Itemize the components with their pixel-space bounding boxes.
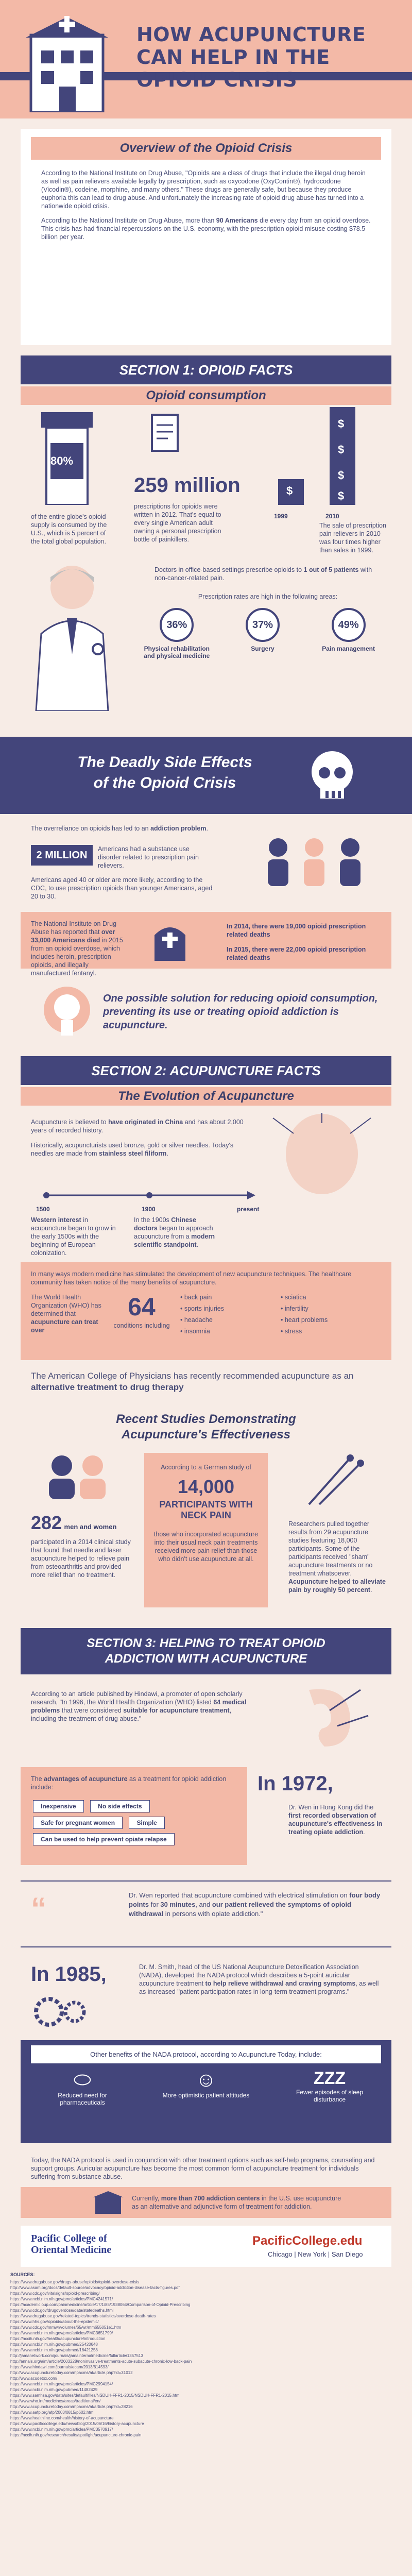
doctors-a: Doctors in office-based settings prescribe opioids to <box>154 566 304 573</box>
condition-item: • sports injuries <box>180 1305 224 1312</box>
section3-title-1: SECTION 3: HELPING TO TREAT OPIOID <box>87 1636 325 1650</box>
source-link[interactable]: https://www.drugabuse.gov/drugs-abuse/opioids/opioid-overdose-crisis <box>10 2280 140 2284</box>
condition-item: • headache <box>180 1316 213 1324</box>
source-link[interactable]: https://nccih.nih.gov/research/results/spotlight/acupuncture-chronic-pain <box>10 2433 142 2437</box>
skull-icon <box>304 747 360 804</box>
overuse-a: The overreliance on opioids has led to an <box>31 825 151 832</box>
s3-p1-e: , including the treatment of drug abuse." <box>31 1707 232 1722</box>
pill-simple: Simple <box>129 1817 164 1829</box>
today-text: Today, the NADA protocol is used in conjunction with other treatment options such as self-help programs, counseling and support groups. Auricular acupuncture has become the most common form of acupuncture treatment for individuals suffering from substance abuse. <box>31 2157 375 2180</box>
sales-bars <box>268 407 376 510</box>
source-link[interactable]: https://www.ncbi.nlm.nih.gov/pmc/articles/PMC3570917/ <box>10 2427 113 2432</box>
source-link[interactable]: https://www.ncbi.nlm.nih.gov/pubmed/11482429 <box>10 2387 98 2392</box>
svg-text:$: $ <box>338 417 345 430</box>
rate-label: Physical rehabilitation and physical medicine <box>144 645 210 659</box>
logo-line-2: Oriental Medicine <box>31 2244 112 2256</box>
benefits-title: Other benefits of the NADA protocol, according to Acupuncture Today, include: <box>31 2045 381 2063</box>
final-c: in the U.S. use acupuncture as an alternative and adjunctive form of treatment for addiction. <box>132 2195 341 2210</box>
overview-p2 <box>21 210 391 241</box>
section2-subtitle-bar <box>21 1087 391 1106</box>
year-1999: 1999 <box>274 513 288 520</box>
footer-logo-bar <box>21 2226 391 2267</box>
study2-number: 14,000 <box>177 1476 235 1497</box>
benefit-item <box>36 2069 129 2106</box>
section1-title-bar <box>21 355 391 384</box>
adv-c: as a treatment for opioid addiction include: <box>31 1775 227 1791</box>
condition-item: • infertility <box>281 1305 308 1312</box>
chinese-d: modern scientific standpoint <box>134 1233 215 1248</box>
stat-80: 80% <box>50 454 74 467</box>
study1-number: 282 <box>31 1512 62 1533</box>
source-link[interactable]: https://www.ncbi.nlm.nih.gov/pmc/articles/PMC2994154/ <box>10 2382 113 2386</box>
final-a: Currently, <box>132 2195 161 2202</box>
overview-p1: According to the National Institute on Drug Abuse, "Opioids are a class of drugs that include the illegal drug heroin as well as pain relievers available legally by prescription, such as oxycodone (OxyContin®), hydrocodone (Vicodin®), codeine, morphine, and many others." These drugs are generally safe, but because they produce euphoria this can lead to drug abuse. And unfortunately the increasing rate of opioid drug abuse has turned into a nationwide opioid crisis. <box>41 170 366 210</box>
people-icon <box>247 835 381 886</box>
smith-c: , as well as increased "patient participation rates in long-term treatment programs." <box>139 1980 379 1995</box>
condition-text: sciatica <box>284 1294 306 1301</box>
who-b: acupuncture can treat over <box>31 1318 98 1334</box>
solution-e: . <box>165 1020 168 1031</box>
stat-2-million-text: Americans had a substance use disorder related to prescription pain relievers. <box>98 845 199 869</box>
section3-title <box>21 1628 391 1674</box>
doctors-text <box>154 566 381 582</box>
benefits-panel <box>21 2040 391 2143</box>
s2-p2-c: . <box>166 1150 168 1157</box>
who-text <box>31 1293 108 1334</box>
source-link[interactable]: http://jamanetwork.com/journals/jamainternalmedicine/fullarticle/1357513 <box>10 2353 143 2358</box>
people-pair-icon <box>31 1453 124 1499</box>
rate-label: Pain management <box>322 645 375 652</box>
smith-text <box>139 1963 381 1996</box>
smile-icon: ☺ <box>195 2069 217 2091</box>
pill-inexpensive: Inexpensive <box>33 1800 84 1812</box>
solution-bulb <box>31 981 103 1048</box>
side-effects-title-1: The Deadly Side Effects <box>77 754 252 771</box>
s2-p1 <box>31 1118 247 1134</box>
title-line-2: CAN HELP IN THE <box>136 46 330 69</box>
age-text: Americans aged 40 or older are more likely, according to the CDC, to use prescription opioids than younger Americans, aged 20 to 30. <box>31 876 213 900</box>
pill-safe-pregnant: Safe for pregnant women <box>33 1817 123 1829</box>
face-acupuncture-illustration <box>263 1113 381 1195</box>
quote-a: Dr. Wen reported that acupuncture combined with electrical stimulation on <box>129 1891 350 1899</box>
sources-title: SOURCES: <box>10 2272 35 2277</box>
title-line-1: HOW ACUPUNCTURE <box>136 23 366 46</box>
hospital-icon <box>21 14 113 112</box>
benefit-item <box>160 2069 252 2106</box>
deaths-2014-year: In 2014 <box>227 923 249 930</box>
stat-80-text: of the entire globe's opioid supply is consumed by the U.S., which is 5 percent of the total global population. <box>31 513 107 545</box>
condition-item: • heart problems <box>281 1316 328 1324</box>
section1-subtitle-bar <box>21 386 391 405</box>
acp-b: alternative treatment to drug therapy <box>31 1382 184 1392</box>
timeline-1900: 1900 <box>142 1206 156 1213</box>
section2-title-bar <box>21 1056 391 1085</box>
svg-text:$: $ <box>286 484 293 497</box>
source-link[interactable]: https://www.ncbi.nlm.nih.gov/pmc/articles/PMC3651799/ <box>10 2331 113 2335</box>
source-link[interactable]: https://www.ncbi.nlm.nih.gov/pmc/articles/PMC4241571/ <box>10 2297 113 2301</box>
acp-a: The American College of Physicians has recently recommended acupuncture as an <box>31 1371 354 1381</box>
s2-p1-a: Acupuncture is believed to <box>31 1118 109 1126</box>
advantages-intro <box>31 1775 237 1791</box>
source-link[interactable]: http://www.who.int/medicines/areas/traditional/en/ <box>10 2399 101 2403</box>
overview-panel <box>21 129 391 345</box>
study2-label: PARTICIPANTS WITH NECK PAIN <box>159 1499 253 1520</box>
condition-item: • stress <box>281 1328 302 1335</box>
sources <box>10 2272 402 2576</box>
adv-b: advantages of acupuncture <box>44 1775 128 1783</box>
page-title <box>136 23 366 91</box>
overuse-c: . <box>206 825 208 832</box>
solution-b: reducing opioid consumption, preventing its use or treating opioid addiction <box>103 993 378 1018</box>
college-logo <box>31 2233 111 2256</box>
rates-row <box>134 608 391 659</box>
stat-259-text: prescriptions for opioids were written in 2012. That's equal to every single American adult owning a personal prescription bottle of painkillers. <box>134 503 221 543</box>
ear-icon <box>278 1685 371 1752</box>
west-a: Western interest <box>31 1216 81 1224</box>
timeline-1500: 1500 <box>36 1206 50 1213</box>
deaths-2015-text: , there were 22,000 opioid prescription related deaths <box>227 946 366 961</box>
west-text <box>31 1216 118 1257</box>
benefits-row <box>21 2069 391 2106</box>
stat-2-million: 2 MILLION <box>31 845 93 866</box>
quote-d: 30 minutes <box>160 1901 196 1908</box>
pills-icon: ⬭ <box>73 2069 92 2091</box>
overuse-b: addiction problem <box>150 825 207 832</box>
rate-value: 49% <box>332 608 366 642</box>
study2-intro: According to a German study of <box>161 1464 251 1471</box>
nida-c: in 2015 from an opioid overdose, which includes heroin, prescription opioids, and illegally manufactured fentanyl. <box>31 937 123 977</box>
rate-item <box>138 608 215 659</box>
condition-text: heart problems <box>284 1316 328 1324</box>
source-link[interactable]: http://www.asam.org/docs/default-source/advocacy/opioid-addiction-disease-facts-figures.pdf <box>10 2285 180 2290</box>
smith-a: Dr. M. Smith, head of the US National Acupuncture Detoxification Association (NADA), developed the NADA protocol which describes a 5-point auricular acupuncture treatment <box>139 1963 359 1987</box>
adv-a: The <box>31 1775 44 1783</box>
conditions-list <box>180 1293 376 1335</box>
doctor-illustration <box>21 556 124 711</box>
quote-c: for <box>149 1901 161 1908</box>
lightbulb-icon <box>31 981 103 1048</box>
study1-text: participated in a 2014 clinical study that found that needle and laser acupuncture helped to relieve pain from osteoarthritis and provided more relief than no treatment. <box>31 1538 131 1579</box>
rate-item <box>224 608 301 659</box>
year-1985: In 1985, <box>31 1963 107 1986</box>
benefit-text: Fewer episodes of sleep disturbance <box>296 2089 364 2103</box>
section2-title: SECTION 2: ACUPUNCTURE FACTS <box>21 1056 391 1085</box>
s3-p1-a: According to an article published by Hindawi, a promoter of open scholarly research, "In 1996, the World Health Organization (WHO) listed <box>31 1690 243 1706</box>
study1 <box>31 1512 134 1534</box>
chinese-e: . <box>196 1241 199 1248</box>
count-label: conditions including <box>113 1322 170 1329</box>
s2-p2-a: Historically, acupuncturists used bronze, gold or silver needles. Today's needles are made from <box>31 1142 234 1157</box>
side-effects-banner <box>0 737 412 814</box>
solution-c: is <box>327 1006 339 1018</box>
source-link[interactable]: https://www.cdc.gov/drugoverdose/data/statedeaths.html <box>10 2308 114 2313</box>
quote-text <box>129 1891 381 1919</box>
source-link[interactable]: https://www.cdc.gov/mmwr/volumes/65/wr/mm655051e1.htm <box>10 2325 122 2330</box>
count-value: 64 <box>128 1294 156 1321</box>
study2-text: those who incorporated acupuncture into their usual neck pain treatments received more pain relief than those who didn't use acupuncture at all. <box>153 1531 259 1563</box>
acp-text <box>31 1370 381 1393</box>
section3-title-2: ADDICTION WITH ACUPUNCTURE <box>105 1652 307 1666</box>
condition-text: back pain <box>184 1294 212 1301</box>
header <box>0 0 412 118</box>
condition-item: • back pain <box>180 1294 212 1301</box>
studies-title <box>21 1412 391 1443</box>
smith-b: to help relieve withdrawal and craving symptoms <box>205 1980 356 1987</box>
condition-text: stress <box>284 1328 302 1335</box>
rate-value: 36% <box>160 608 194 642</box>
rates-title: Prescription rates are high in the following areas: <box>198 593 338 600</box>
svg-text:$: $ <box>338 443 345 456</box>
gears-icon <box>31 1994 93 2030</box>
needles-icon <box>299 1453 371 1510</box>
section1-subtitle: Opioid consumption <box>21 386 391 405</box>
year-2010: 2010 <box>325 513 339 520</box>
prescription-icon <box>149 412 180 453</box>
svg-text:$: $ <box>338 489 345 502</box>
source-link[interactable]: https://www.hhs.gov/opioids/about-the-epidemic/ <box>10 2319 99 2324</box>
quote-mark-icon: “ <box>31 1891 46 1926</box>
condition-text: headache <box>184 1316 213 1324</box>
stat-259: 259 million <box>134 474 241 497</box>
benefit-text: Reduced need for pharmaceuticals <box>58 2092 107 2106</box>
source-link[interactable]: http://www.acupuncturetoday.com/mpacms/at/article.php?id=28216 <box>10 2404 133 2409</box>
study3-c: . <box>370 1586 372 1594</box>
source-link[interactable]: https://www.samhsa.gov/data/sites/default/files/NSDUH-FFR1-2015/NSDUH-FFR1-2015.htm <box>10 2393 180 2398</box>
condition-item: • insomnia <box>180 1328 210 1335</box>
solution-text <box>103 992 381 1032</box>
doctors-b: 1 out of 5 patients <box>303 566 359 573</box>
wen-text <box>288 1803 386 1836</box>
chinese-text <box>134 1216 221 1249</box>
who-a: The World Health Organization (WHO) has determined that <box>31 1294 101 1317</box>
wen-b: first recorded observation of acupuncture's effectiveness in treating opiate addiction <box>288 1812 383 1836</box>
benefit-text: More optimistic patient attitudes <box>162 2092 250 2099</box>
overview-p2-c: die every day from an opioid overdose. This crisis has had financial repercussions on the U.S. economy, with the prescription opioid misuse costing $78.5 billion per year. <box>41 217 371 241</box>
west-b: in acupuncture began to grow in the early 1500s with the beginning of European colonization. <box>31 1216 116 1257</box>
condition-text: infertility <box>284 1305 308 1312</box>
title-line-3: OPIOID CRISIS <box>136 69 298 91</box>
s2-p1-b: have originated in China <box>108 1118 183 1126</box>
quote-f: our patient relieved the symptoms of opioid withdrawal <box>129 1901 352 1918</box>
study1-label: men and women <box>64 1523 117 1531</box>
final-b: more than 700 addiction centers <box>161 2195 260 2202</box>
rate-item <box>310 608 387 659</box>
nida-text <box>31 920 129 977</box>
sales-text: The sale of prescription pain relievers in 2010 was four times higher than sales in 1999. <box>319 522 386 554</box>
logo-line-1: Pacific College of <box>31 2233 107 2244</box>
overview-title: Overview of the Opioid Crisis <box>31 137 381 160</box>
s2-p1-c: and has about 2,000 years of recorded history. <box>31 1118 244 1134</box>
condition-text: insomnia <box>184 1328 210 1335</box>
source-list <box>10 2279 402 2438</box>
cities: Chicago | New York | San Diego <box>268 2250 363 2258</box>
solution-d: acupuncture <box>103 1020 165 1031</box>
deaths-2014 <box>227 922 381 939</box>
building-icon <box>93 2191 124 2214</box>
source-link[interactable]: https://www.healthline.com/health/history-of-acupuncture <box>10 2416 114 2420</box>
source-link[interactable]: http://annals.org/aim/article/2603228/noninvasive-treatments-acute-subacute-chronic-low-back-pain <box>10 2359 192 2364</box>
side-effects-title <box>62 752 268 793</box>
s2-p2 <box>31 1141 247 1158</box>
chinese-c: began to approach acupuncture from a <box>134 1225 213 1240</box>
advantages-pills <box>31 1798 237 1848</box>
solution-a: One possible solution for <box>103 993 230 1004</box>
timeline-present: present <box>237 1206 260 1213</box>
studies-title-1: Recent Studies Demonstrating <box>116 1412 296 1426</box>
source-link[interactable]: https://nccih.nih.gov/health/acupuncture/introduction <box>10 2336 106 2341</box>
benefit-item <box>283 2069 376 2106</box>
site-link[interactable]: PacificCollege.edu <box>252 2234 363 2248</box>
s3-p1-d: suitable for acupuncture treatment <box>123 1707 230 1714</box>
source-link[interactable]: https://www.aafp.org/afp/2003/0815/p602.html <box>10 2410 95 2415</box>
source-link[interactable]: https://www.hindawi.com/journals/ecam/2013/614593/ <box>10 2365 109 2369</box>
s3-p1 <box>31 1690 247 1723</box>
source-link[interactable]: https://academic.oup.com/painmedicine/article/17/1/85/1938064/Comparison-of-Opioid-Prescribing <box>10 2302 191 2307</box>
source-link[interactable]: https://www.ncbi.nlm.nih.gov/pubmed/16421258 <box>10 2348 98 2352</box>
wen-a: Dr. Wen in Hong Kong did the <box>288 1804 374 1811</box>
quote-e: , and <box>195 1901 212 1908</box>
nida-b: over 33,000 Americans died <box>31 928 115 944</box>
deaths-2014-text: , there were 19,000 opioid prescription related deaths <box>227 923 366 938</box>
source-link[interactable]: https://www.ncbi.nlm.nih.gov/pubmed/25420648 <box>10 2342 98 2347</box>
overuse-text <box>31 824 381 833</box>
nida-a: The National Institute on Drug Abuse has reported that <box>31 920 117 936</box>
wen-c: . <box>363 1828 365 1836</box>
s3-p1-b: 64 medical problems <box>31 1699 247 1714</box>
rate-label: Surgery <box>251 645 274 652</box>
doctors-c: with non-cancer-related pain. <box>154 566 372 582</box>
study3-a: Researchers pulled together results from 29 acupuncture studies featuring 18,000 participants. Some of the participants received "sham" acupuncture treatments or no treatment whatsoever. <box>288 1520 373 1577</box>
modern-text: In many ways modern medicine has stimulated the development of new acupuncture techniques. The healthcare community has taken notice of the many benefits of acupuncture. <box>31 1270 352 1286</box>
source-link[interactable]: https://www.pacificcollege.edu/news/blog/2015/06/16/history-acupuncture <box>10 2421 144 2426</box>
final-panel <box>21 2187 391 2218</box>
pill-prevent-relapse: Can be used to help prevent opiate relapse <box>33 1833 175 1845</box>
section1-title: SECTION 1: OPIOID FACTS <box>21 355 391 384</box>
timeline-line <box>31 1185 258 1206</box>
sleep-icon: ZZZ <box>313 2069 346 2088</box>
section2-subtitle: The Evolution of Acupuncture <box>21 1087 391 1106</box>
svg-text:$: $ <box>338 469 345 482</box>
quote-b: four body points <box>129 1891 381 1908</box>
overview-p2-a: According to the National Institute on Drug Abuse, more than <box>41 217 216 224</box>
study3-text <box>288 1520 386 1594</box>
source-link[interactable]: http://www.acudetox.com/ <box>10 2376 58 2381</box>
deaths-2015 <box>227 945 381 962</box>
source-link[interactable]: https://www.cdc.gov/vitalsigns/opioid-prescribing/ <box>10 2291 100 2296</box>
studies-title-2: Acupuncture's Effectiveness <box>121 1428 291 1442</box>
condition-text: sports injuries <box>184 1305 224 1312</box>
chinese-a: In the 1900s <box>134 1216 171 1224</box>
s2-p2-b: stainless steel filiform <box>99 1150 167 1157</box>
final-text <box>132 2194 348 2211</box>
s3-p1-c: that were considered <box>60 1707 124 1714</box>
pill-no-side-effects: No side effects <box>90 1800 149 1812</box>
condition-item: • sciatica <box>281 1294 306 1301</box>
source-link[interactable]: https://www.drugabuse.gov/related-topics/trends-statistics/overdose-death-rates <box>10 2314 156 2318</box>
conditions-count <box>113 1293 170 1330</box>
deaths-2015-year: In 2015 <box>227 946 249 953</box>
study3-b: Acupuncture helped to alleviate pain by roughly 50 percent <box>288 1578 386 1594</box>
chinese-b: Chinese doctors <box>134 1216 196 1232</box>
side-effects-title-2: of the Opioid Crisis <box>93 774 236 791</box>
overview-p2-b: 90 Americans <box>216 217 258 224</box>
rate-value: 37% <box>246 608 280 642</box>
quote-g: in persons with opiate addiction." <box>163 1910 263 1918</box>
tombstone-icon <box>144 920 196 961</box>
source-link[interactable]: http://www.acupuncturetoday.com/mpacms/at/article.php?id=31012 <box>10 2370 133 2375</box>
year-1972: In 1972, <box>258 1772 333 1795</box>
